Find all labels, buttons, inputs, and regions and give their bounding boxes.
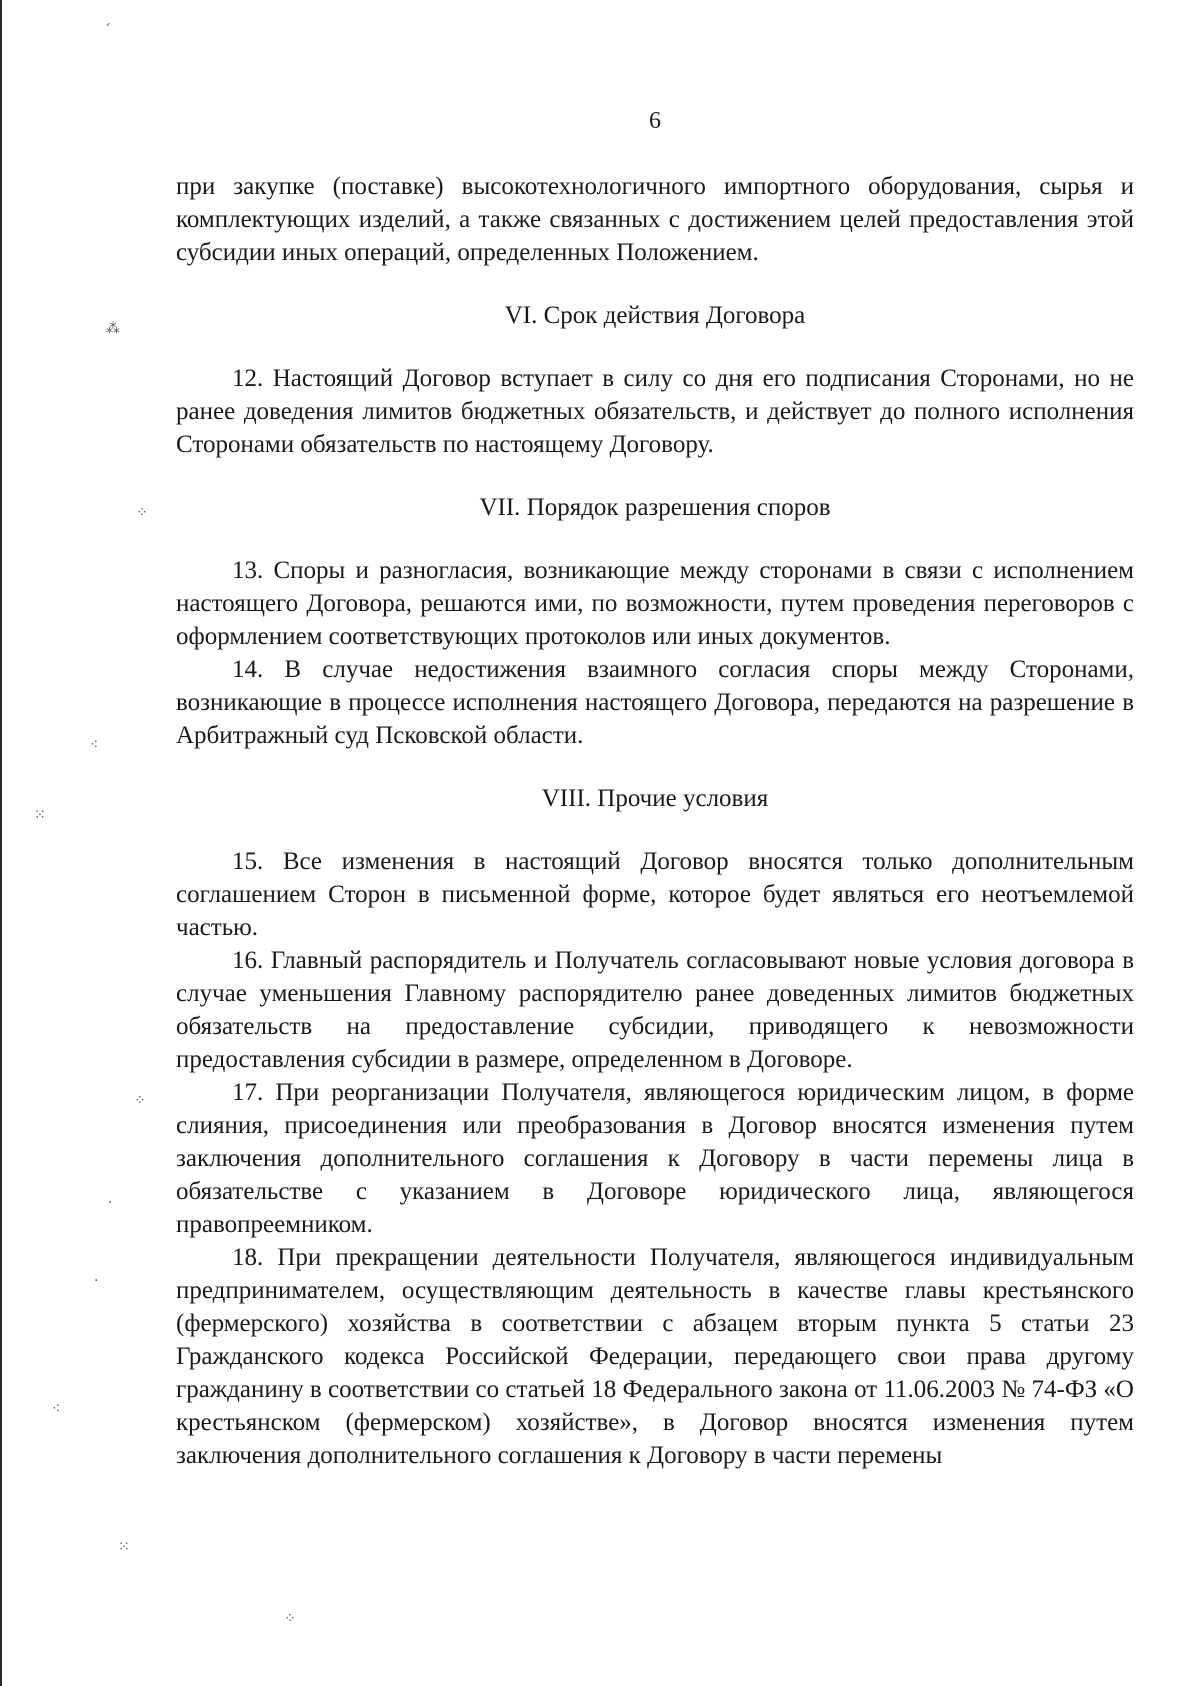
- scan-speck: ⁖: [90, 737, 99, 753]
- document-body: [176, 170, 1134, 1472]
- paragraph: 18. При прекращении деятельности Получателя, являющегося индивидуальным предпринимателем, осуществляющим деятельность в качестве главы крестьянского (фермерского) хозяйства в соответствии с абзацем вторым пункта 5 статьи 23 Гражданского кодекса Российской Федерации, передающего свои права другому гражданину в соответствии со статьей 18 Федерального закона от 11.06.2003 № 74-ФЗ «О крестьянском (фермерском) хозяйстве», в Договор вносятся изменения путем заключения дополнительного соглашения к Договору в части перемены: [176, 1244, 1134, 1469]
- section-heading: VIII. Прочие условия: [541, 785, 769, 812]
- page-number: 6: [649, 108, 661, 134]
- scan-page-edge: [0, 0, 2, 1686]
- scan-speck: ⁘: [134, 1093, 146, 1109]
- scan-speck: ⁖: [52, 1401, 61, 1417]
- paragraph: 12. Настоящий Договор вступает в силу со дня его подписания Сторонами, но не ранее доведения лимитов бюджетных обязательств, и действует до полного исполнения Сторонами обязательств по настоящему Договору.: [176, 365, 1134, 458]
- section-heading: VII. Порядок разрешения споров: [479, 494, 831, 521]
- paragraph: 15. Все изменения в настоящий Договор вносятся только дополнительным соглашением Сторон в письменной форме, которое будет являться его неотъемлемой частью.: [176, 848, 1134, 941]
- paragraph: 16. Главный распорядитель и Получатель согласовывают новые условия договора в случае уменьшения Главному распорядителю ранее доведенных лимитов бюджетных обязательств на предоставление субсидии, приводящего к невозможности предоставления субсидии в размере, определенном в Договоре.: [176, 947, 1134, 1073]
- scan-speck: ˊ: [104, 23, 111, 39]
- scan-speck: ⁙: [34, 807, 46, 823]
- scan-speck: ⁙: [118, 1539, 130, 1555]
- scan-speck: ⁘: [284, 1611, 296, 1627]
- paragraph: 13. Споры и разногласия, возникающие между сторонами в связи с исполнением настоящего Договора, решаются ими, по возможности, путем проведения переговоров с оформлением соответствующих протоколов или иных документов.: [176, 557, 1134, 650]
- section-heading: VI. Срок действия Договора: [504, 302, 806, 329]
- scan-speck: ⁘: [136, 505, 148, 521]
- scan-speck: ⁂: [106, 321, 120, 337]
- paragraph: 17. При реорганизации Получателя, являющегося юридическим лицом, в форме слияния, присоединения или преобразования в Договор вносятся изменения путем заключения дополнительного соглашения к Договору в части перемены лица в обязательстве с указанием в Договоре юридического лица, являющегося правопреемником.: [176, 1079, 1134, 1238]
- scan-speck: ·: [94, 1273, 99, 1289]
- paragraph: 14. В случае недостижения взаимного согласия споры между Сторонами, возникающие в процессе исполнения настоящего Договора, передаются на разрешение в Арбитражный суд Псковской области.: [176, 656, 1134, 749]
- paragraph: при закупке (поставке) высокотехнологичного импортного оборудования, сырья и комплектующих изделий, а также связанных с достижением целей предоставления этой субсидии иных операций, определенных Положением.: [176, 173, 1134, 266]
- scan-speck: ·: [108, 1195, 113, 1211]
